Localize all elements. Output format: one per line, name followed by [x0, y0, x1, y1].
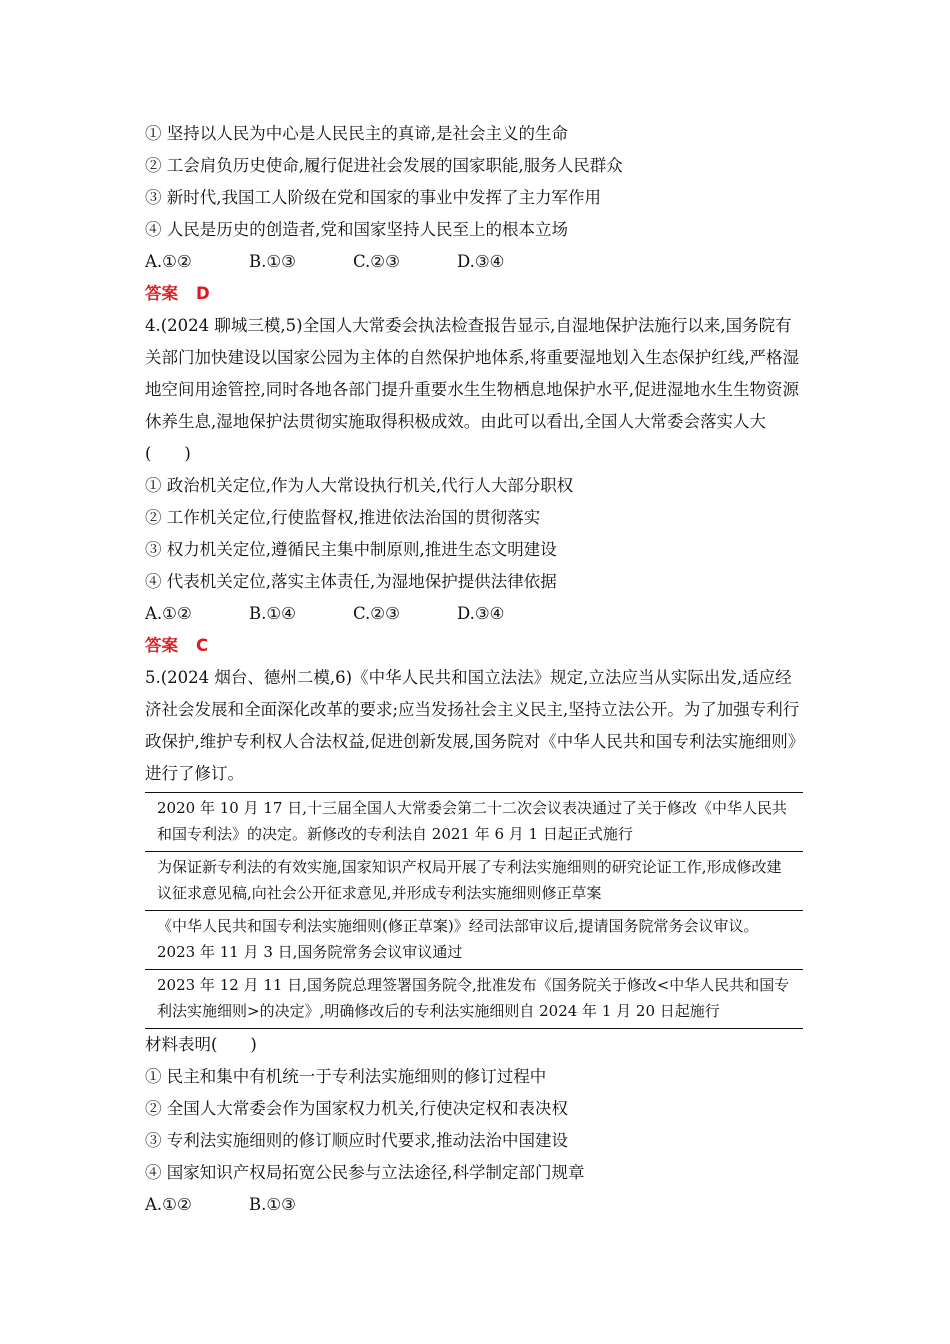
q3-options	[145, 118, 805, 246]
q4-option-1: ① 政治机关定位,作为人大常设执行机关,代行人大部分职权	[145, 476, 574, 495]
table-row: 2023 年 12 月 11 日,国务院总理签署国务院令,批准发布《国务院关于修改<中华人民共和国专利法实施细则>的决定》,明确修改后的专利法实施细则自 2024 年 1 月 20 日起施行	[145, 970, 803, 1029]
q3-option-4: ④ 人民是历史的创造者,党和国家坚持人民至上的根本立场	[145, 220, 568, 239]
q4-stem: 4.(2024 聊城三模,5)全国人大常委会执法检查报告显示,自湿地保护法施行以来,国务院有关部门加快建设以国家公园为主体的自然保护地体系,将重要湿地划入生态保护红线,严格湿地空间用途管控,同时各地各部门提升重要水生生物栖息地保护水平,促进湿地水生生物资源休养生息,湿地保护法贯彻实施取得积极成效。由此可以看出,全国人大常委会落实人大( )	[145, 316, 799, 463]
answer-label: 答案	[145, 284, 178, 303]
q4-choice-b: B.①④	[249, 604, 296, 623]
q5-option-4: ④ 国家知识产权局拓宽公民参与立法途径,科学制定部门规章	[145, 1163, 585, 1182]
q5-choice-a: A.①②	[145, 1195, 192, 1214]
answer-value: D	[196, 284, 210, 303]
q3-choices	[145, 246, 805, 278]
q3-option-3: ③ 新时代,我国工人阶级在党和国家的事业中发挥了主力军作用	[145, 188, 601, 207]
q4-choice-d: D.③④	[457, 604, 505, 623]
answer-value: C	[196, 636, 209, 655]
q5-choices	[145, 1189, 805, 1221]
q5-stem: 5.(2024 烟台、德州二模,6)《中华人民共和国立法法》规定,立法应当从实际出发,适应经济社会发展和全面深化改革的要求;应当发扬社会主义民主,坚持立法公开。为了加强专利行政保护,维护专利权人合法权益,促进创新发展,国务院对《中华人民共和国专利法实施细则》进行了修订。	[145, 668, 805, 783]
answer-label: 答案	[145, 636, 178, 655]
q3-choice-a: A.①②	[145, 252, 192, 271]
q4-choice-a: A.①②	[145, 604, 192, 623]
q5-material-table	[145, 792, 803, 1029]
document-page	[145, 118, 805, 1221]
q4-choices	[145, 598, 805, 630]
q5-option-2: ② 全国人大常委会作为国家权力机关,行使决定权和表决权	[145, 1099, 568, 1118]
q4-option-3: ③ 权力机关定位,遵循民主集中制原则,推进生态文明建设	[145, 540, 557, 559]
q5-option-1: ① 民主和集中有机统一于专利法实施细则的修订过程中	[145, 1067, 547, 1086]
q4-answer	[145, 630, 805, 662]
q4-option-4: ④ 代表机关定位,落实主体责任,为湿地保护提供法律依据	[145, 572, 557, 591]
table-row: 《中华人民共和国专利法实施细则(修正草案)》经司法部审议后,提请国务院常务会议审议。2023 年 11 月 3 日,国务院常务会议审议通过	[145, 911, 803, 970]
q5-option-3: ③ 专利法实施细则的修订顺应时代要求,推动法治中国建设	[145, 1131, 568, 1150]
q5-choice-b: B.①③	[249, 1195, 296, 1214]
q3-choice-b: B.①③	[249, 252, 296, 271]
q4-option-2: ② 工作机关定位,行使监督权,推进依法治国的贯彻落实	[145, 508, 541, 527]
q3-choice-c: C.②③	[353, 252, 400, 271]
q4-choice-c: C.②③	[353, 604, 400, 623]
q4-options	[145, 470, 805, 598]
q3-option-2: ② 工会肩负历史使命,履行促进社会发展的国家职能,服务人民群众	[145, 156, 623, 175]
table-row: 2020 年 10 月 17 日,十三届全国人大常委会第二十二次会议表决通过了关于修改《中华人民共和国专利法》的决定。新修改的专利法自 2021 年 6 月 1 日起正式施行	[145, 793, 803, 852]
q5-options	[145, 1061, 805, 1189]
q3-choice-d: D.③④	[457, 252, 505, 271]
q3-answer	[145, 278, 805, 310]
table-row: 为保证新专利法的有效实施,国家知识产权局开展了专利法实施细则的研究论证工作,形成修改建议征求意见稿,向社会公开征求意见,并形成专利法实施细则修正草案	[145, 852, 803, 911]
q3-option-1: ① 坚持以人民为中心是人民民主的真谛,是社会主义的生命	[145, 124, 568, 143]
q5-prompt: 材料表明( )	[145, 1035, 257, 1054]
